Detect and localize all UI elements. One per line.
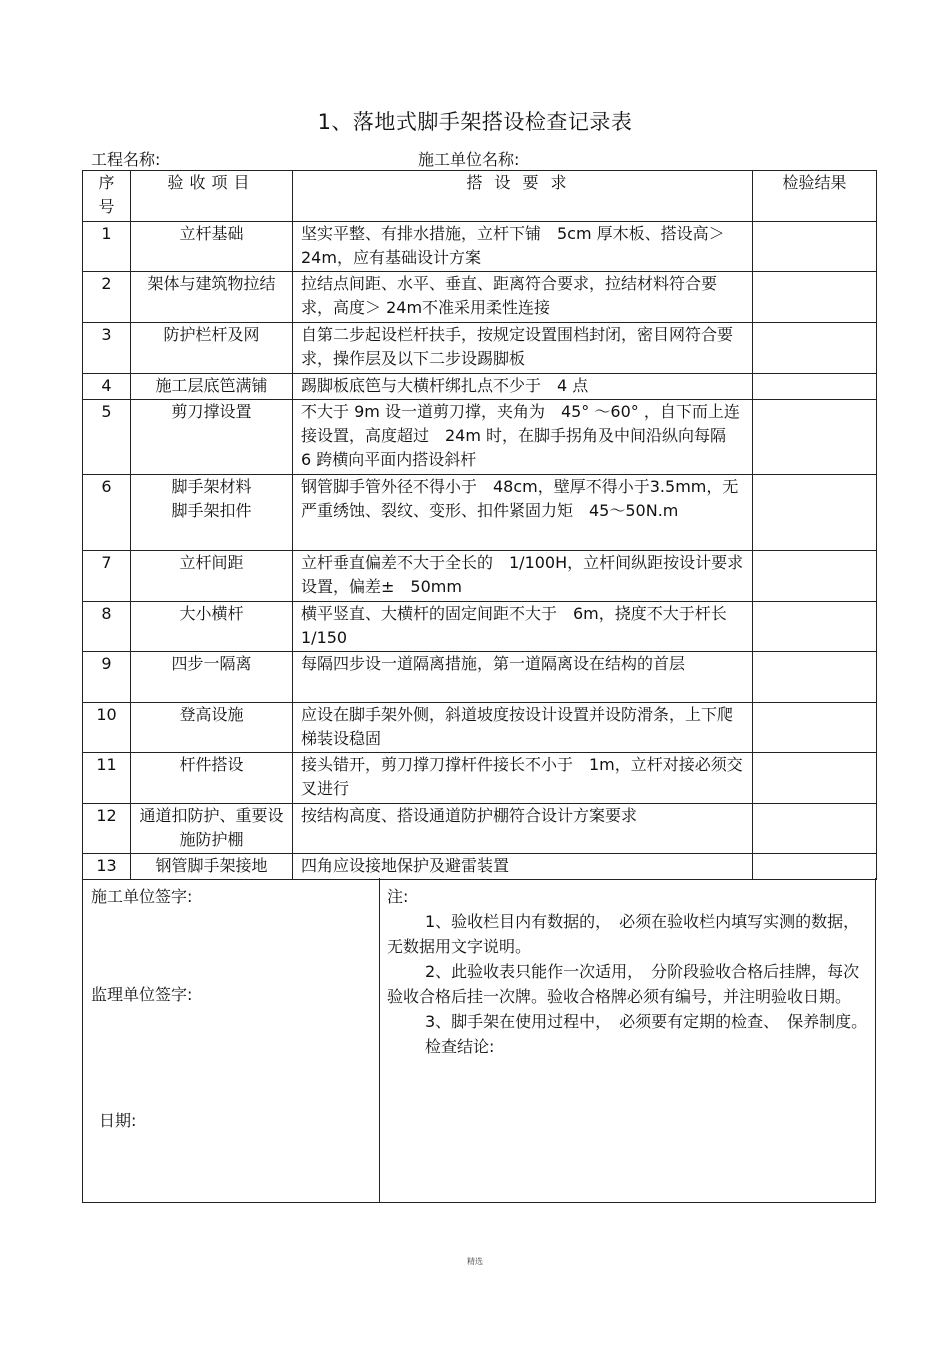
row-requirement: 坚实平整、有排水措施，立杆下铺 5cm 厚木板、搭设高＞24m，应有基础设计方案 xyxy=(293,222,753,272)
table-row xyxy=(83,753,877,804)
page-title: 1、落地式脚手架搭设检查记录表 xyxy=(317,110,633,134)
row-result-cell[interactable] xyxy=(753,804,877,854)
row-no: 3 xyxy=(83,323,131,374)
notes-heading: 注: xyxy=(387,887,409,906)
table-row xyxy=(83,652,877,703)
note-1: 1、验收栏目内有数据的， 必须在验收栏内填写实测的数据，无数据用文字说明。 xyxy=(387,912,860,956)
row-result-cell[interactable] xyxy=(753,272,877,323)
row-result-cell[interactable] xyxy=(753,703,877,753)
table-row xyxy=(83,475,877,551)
row-item: 防护栏杆及网 xyxy=(131,323,293,374)
inspection-conclusion-label: 检查结论: xyxy=(425,1037,495,1056)
note-2: 2、此验收表只能作一次适用， 分阶段验收合格后挂牌，每次验收合格后挂一次牌。验收合格牌必须有编号，并注明验收日期。 xyxy=(387,962,860,1006)
signature-notes-section xyxy=(82,878,876,1203)
row-item: 杆件搭设 xyxy=(131,753,293,804)
row-result-cell[interactable] xyxy=(753,753,877,804)
row-requirement: 不大于 9m 设一道剪刀撑，夹角为 45° ～60° ，自下而上连接设置，高度超过 24m 时，在脚手拐角及中间沿纵向每隔 6 跨横向平面内搭设斜杆 xyxy=(293,400,753,475)
row-no: 9 xyxy=(83,652,131,703)
table-row xyxy=(83,551,877,602)
row-no: 4 xyxy=(83,374,131,400)
row-result-cell[interactable] xyxy=(753,652,877,703)
header-no: 序号 xyxy=(83,171,131,222)
row-item: 立杆基础 xyxy=(131,222,293,272)
row-requirement: 四角应设接地保护及避雷装置 xyxy=(293,854,753,880)
construction-unit-label: 施工单位名称: xyxy=(418,150,520,169)
row-no: 1 xyxy=(83,222,131,272)
row-item: 钢管脚手架接地 xyxy=(131,854,293,880)
row-no: 8 xyxy=(83,602,131,652)
row-result-cell[interactable] xyxy=(753,222,877,272)
row-result-cell[interactable] xyxy=(753,400,877,475)
row-result-cell[interactable] xyxy=(753,602,877,652)
table-row xyxy=(83,374,877,400)
notes-panel xyxy=(387,884,871,1059)
row-requirement: 钢管脚手管外径不得小于 48cm，壁厚不得小于3.5mm，无严重绣蚀、裂纹、变形、扣件紧固力矩 45～50N.m xyxy=(293,475,753,551)
row-item: 架体与建筑物拉结 xyxy=(131,272,293,323)
date-label: 日期: xyxy=(99,1111,137,1130)
row-item: 大小横杆 xyxy=(131,602,293,652)
row-requirement: 踢脚板底笆与大横杆绑扎点不少于 4 点 xyxy=(293,374,753,400)
row-requirement: 自第二步起设栏杆扶手，按规定设置围档封闭，密目网符合要求，操作层及以下二步设踢脚板 xyxy=(293,323,753,374)
section-divider xyxy=(379,878,380,1202)
row-result-cell[interactable] xyxy=(753,551,877,602)
table-row xyxy=(83,854,877,880)
row-item: 四步一隔离 xyxy=(131,652,293,703)
row-requirement: 应设在脚手架外侧，斜道坡度按设计设置并设防滑条，上下爬梯装设稳固 xyxy=(293,703,753,753)
table-row xyxy=(83,400,877,475)
header-requirement: 搭设要求 xyxy=(293,171,753,222)
row-no: 11 xyxy=(83,753,131,804)
row-no: 13 xyxy=(83,854,131,880)
row-item: 登高设施 xyxy=(131,703,293,753)
row-requirement: 每隔四步设一道隔离措施，第一道隔离设在结构的首层 xyxy=(293,652,753,703)
table-row xyxy=(83,272,877,323)
row-item: 立杆间距 xyxy=(131,551,293,602)
supervision-unit-signature-label: 监理单位签字: xyxy=(91,985,193,1004)
row-no: 5 xyxy=(83,400,131,475)
row-item: 剪刀撑设置 xyxy=(131,400,293,475)
table-row xyxy=(83,602,877,652)
row-result-cell[interactable] xyxy=(753,854,877,880)
row-no: 12 xyxy=(83,804,131,854)
row-requirement: 立杆垂直偏差不大于全长的 1/100H，立杆间纵距按设计要求设置，偏差± 50mm xyxy=(293,551,753,602)
table-row xyxy=(83,804,877,854)
header-item: 验收项目 xyxy=(131,171,293,222)
note-3: 3、脚手架在使用过程中， 必须要有定期的检查、 保养制度。 xyxy=(425,1012,868,1031)
row-no: 2 xyxy=(83,272,131,323)
row-item: 施工层底笆满铺 xyxy=(131,374,293,400)
row-no: 10 xyxy=(83,703,131,753)
row-item: 通道扣防护、重要设施防护棚 xyxy=(131,804,293,854)
row-no: 6 xyxy=(83,475,131,551)
row-requirement: 拉结点间距、水平、垂直、距离符合要求，拉结材料符合要求，高度＞ 24m不准采用柔性连接 xyxy=(293,272,753,323)
row-item: 脚手架材料 脚手架扣件 xyxy=(131,475,293,551)
signature-panel xyxy=(83,878,379,1202)
row-requirement: 横平竖直、大横杆的固定间距不大于 6m，挠度不大于杆长 1/150 xyxy=(293,602,753,652)
row-requirement: 按结构高度、搭设通道防护棚符合设计方案要求 xyxy=(293,804,753,854)
table-row xyxy=(83,323,877,374)
row-result-cell[interactable] xyxy=(753,475,877,551)
project-name-label: 工程名称: xyxy=(91,150,161,169)
footer-mark: 精选 xyxy=(467,1257,483,1266)
row-no: 7 xyxy=(83,551,131,602)
row-result-cell[interactable] xyxy=(753,374,877,400)
table-header-row xyxy=(83,171,877,222)
header-result: 检验结果 xyxy=(753,171,877,222)
table-row xyxy=(83,222,877,272)
inspection-table xyxy=(82,170,877,880)
row-result-cell[interactable] xyxy=(753,323,877,374)
construction-unit-signature-label: 施工单位签字: xyxy=(91,887,193,906)
table-row xyxy=(83,703,877,753)
row-requirement: 接头错开，剪刀撑刀撑杆件接长不小于 1m，立杆对接必须交叉进行 xyxy=(293,753,753,804)
